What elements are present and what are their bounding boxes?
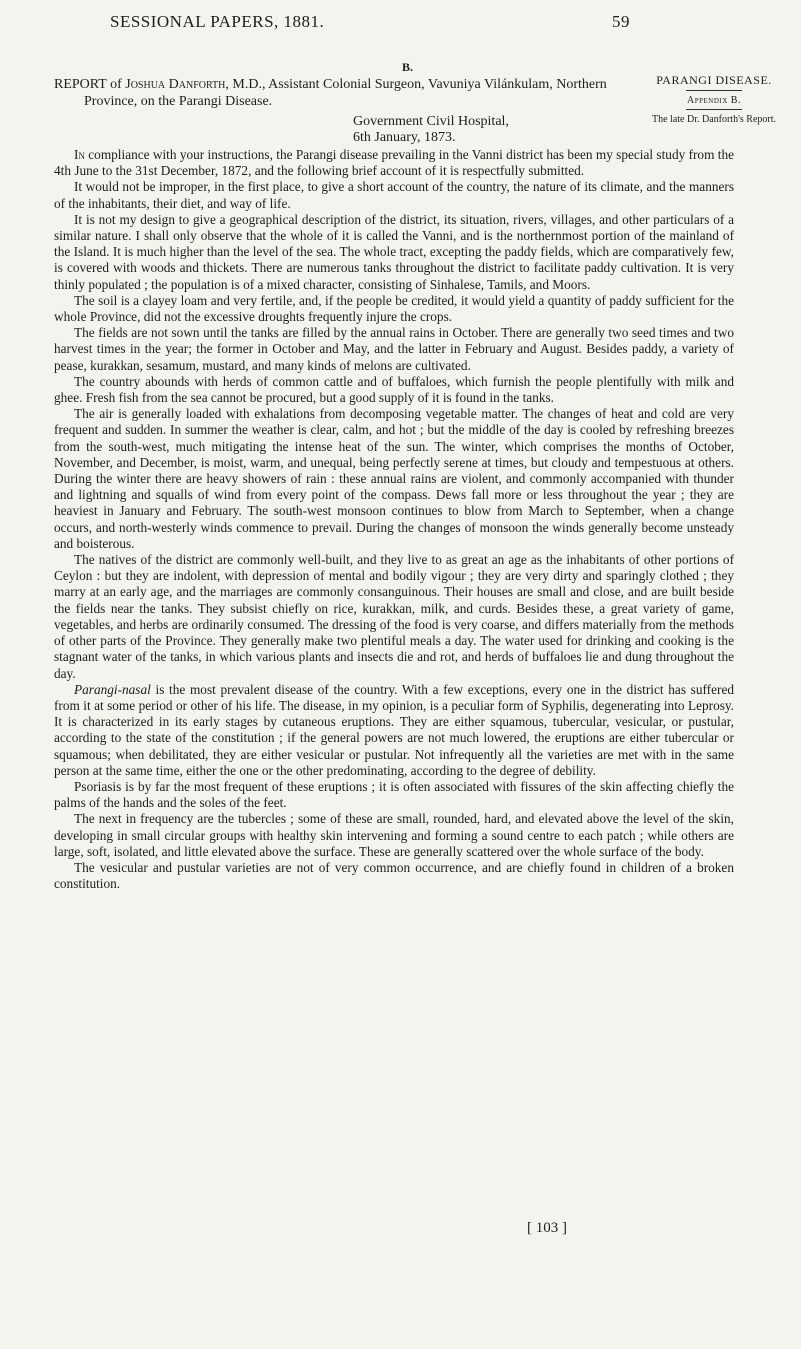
author-name: Joshua Danforth bbox=[125, 77, 226, 92]
origin-date: 6th January, 1873. bbox=[353, 130, 456, 145]
heading-rest: , M.D., Assistant Colonial Surgeon, Vavuniya Vilánkulam, Northern Province, on the Parangi Disease. bbox=[84, 77, 607, 109]
report-body bbox=[54, 147, 734, 892]
footer-page-ref: [ 103 ] bbox=[527, 1220, 567, 1236]
paragraph-1-lead: In bbox=[74, 147, 85, 162]
report-heading-block bbox=[54, 76, 610, 146]
side-topic: PARANGI DISEASE. bbox=[656, 73, 772, 87]
paragraph-3: It is not my design to give a geographical description of the district, its situation, rivers, villages, and other particulars of a similar nature. I shall only observe that the whole of it is called the Vanni, and is the northernmost portion of the mainland of the Island. It is much higher than the level of the sea. The whole tract, excepting the paddy fields, which are comparatively few, is covered with woods and thickets. There are numerous tanks throughout the district to facilitate paddy cultivation. It is very thinly populated ; the population is of a mixed character, consisting of Sinhalese, Tamils, and Moors. bbox=[54, 211, 734, 292]
paragraph-5: The fields are not sown until the tanks are filled by the annual rains in October. There are generally two seed times and two harvest times in the year; the former in October and May, and the latter in February and August. Besides paddy, a variety of pease, kurakkan, sesamum, mustard, and many kinds of melons are cultivated. bbox=[54, 325, 734, 373]
paragraph-1 bbox=[54, 147, 734, 179]
section-marker: B. bbox=[402, 60, 414, 74]
header-page-number: 59 bbox=[612, 12, 630, 31]
paragraph-9 bbox=[54, 682, 734, 779]
side-appendix: Appendix B. bbox=[687, 95, 741, 106]
paragraph-11: The next in frequency are the tubercles ; some of these are small, rounded, hard, and elevated above the level of the skin, developing in small circular groups with healthy skin intervening and forming a sound centre to each patch ; while others are large, soft, isolated, and little elevated above the surface. These are generally scattered over the whole surface of the body. bbox=[54, 811, 734, 859]
paragraph-10: Psoriasis is by far the most frequent of these eruptions ; it is often associated with fissures of the skin affecting chiefly the palms of the hands and the soles of the feet. bbox=[54, 778, 734, 811]
heading-prefix: REPORT of bbox=[54, 77, 126, 92]
side-divider bbox=[686, 90, 742, 91]
origin-hospital: Government Civil Hospital, bbox=[353, 114, 509, 129]
paragraph-8: The natives of the district are commonly well-built, and they live to as great an age as the inhabitants of other portions of Ceylon : but they are indolent, with depression of mental and bodily vigour ; they are very dirty and sparingly clothed ; they marry at an early age, and the marriages are commonly consanguinous. Their houses are small and close, and are built beside the fields near the tanks. They subsist chiefly on rice, kurakkan, milk, and curds. Besides these, a great variety of game, vegetables, and herbs are ordinarily consumed. The dressing of the food is very coarse, and differs materially from the methods of other parts of the Province. They generally make two plentiful meals a day. The water used for drinking and cooking is the stagnant water of the tanks, in which various plants and insects die and rot, and herds of buffaloes lie and dung throughout the day. bbox=[54, 552, 734, 681]
paragraph-4: The soil is a clayey loam and very fertile, and, if the people be credited, it would yield a quantity of paddy sufficient for the whole Province, did not the excessive droughts frequently injure the crops. bbox=[54, 292, 734, 325]
report-heading bbox=[54, 76, 610, 110]
side-note: The late Dr. Danforth's Report. bbox=[652, 114, 776, 125]
paragraph-7: The air is generally loaded with exhalations from decomposing vegetable matter. The changes of heat and cold are very frequent and sudden. In summer the weather is clear, calm, and hot ; but the middle of the day is cooled by refreshing breezes from the south-west, much mitigating the intense heat of the sun. The winter, which comprises the months of October, November, and December, is moist, warm, and unequal, being perfectly serene at times, but cloudy and tempestuous at others. During the winter there are heavy showers of rain : these annual rains are violent, and commonly accompanied with thunder and lightning and squalls of wind from every point of the compass. Dews fall more or less throughout the year ; they are heaviest in January and February. The south-west monsoon continues to blow from March to September, when a change occurs, and north-westerly winds commence to prevail. During the changes of monsoon the winds generally become unsteady and boisterous. bbox=[54, 406, 734, 551]
paragraph-1-text: compliance with your instructions, the Parangi disease prevailing in the Vanni district has been my special study from the 4th June to the 31st December, 1872, and the following brief account of it is respectfully submitted. bbox=[54, 147, 734, 179]
paragraph-6: The country abounds with herds of common cattle and of buffaloes, which furnish the people plentifully with milk and ghee. Fresh fish from the sea cannot be procured, but a good supply of it is found in the tanks. bbox=[54, 373, 734, 406]
side-divider-2 bbox=[686, 109, 742, 110]
paragraph-12: The vesicular and pustular varieties are not of very common occurrence, and are chiefly found in children of a broken constitution. bbox=[54, 859, 734, 892]
paragraph-9-text: is the most prevalent disease of the country. With a few exceptions, every one in the district has suffered from it at some period or other of his life. The disease, in my opinion, is a peculiar form of Syphilis, degenerating into Leprosy. It is characterized in its early stages by cutaneous eruptions. They are either squamous, tubercular, vesicular, or pustular, according to the state of the constitution ; if the general powers are not much lowered, the eruptions are either tubercular or squamous; when debilitated, they are either vesicular or pustular. Not infrequently all the varieties are met with in the same person at the same time, either the one or the other predominating, according to the degree of debility. bbox=[54, 681, 734, 778]
report-origin bbox=[54, 114, 610, 146]
side-notes bbox=[634, 74, 794, 125]
paragraph-9-term: Parangi-nasal bbox=[74, 681, 151, 697]
paragraph-2: It would not be improper, in the first place, to give a short account of the country, the nature of its climate, and the manners of the inhabitants, their diet, and way of life. bbox=[54, 179, 734, 211]
header-title: SESSIONAL PAPERS, 1881. bbox=[110, 12, 325, 31]
